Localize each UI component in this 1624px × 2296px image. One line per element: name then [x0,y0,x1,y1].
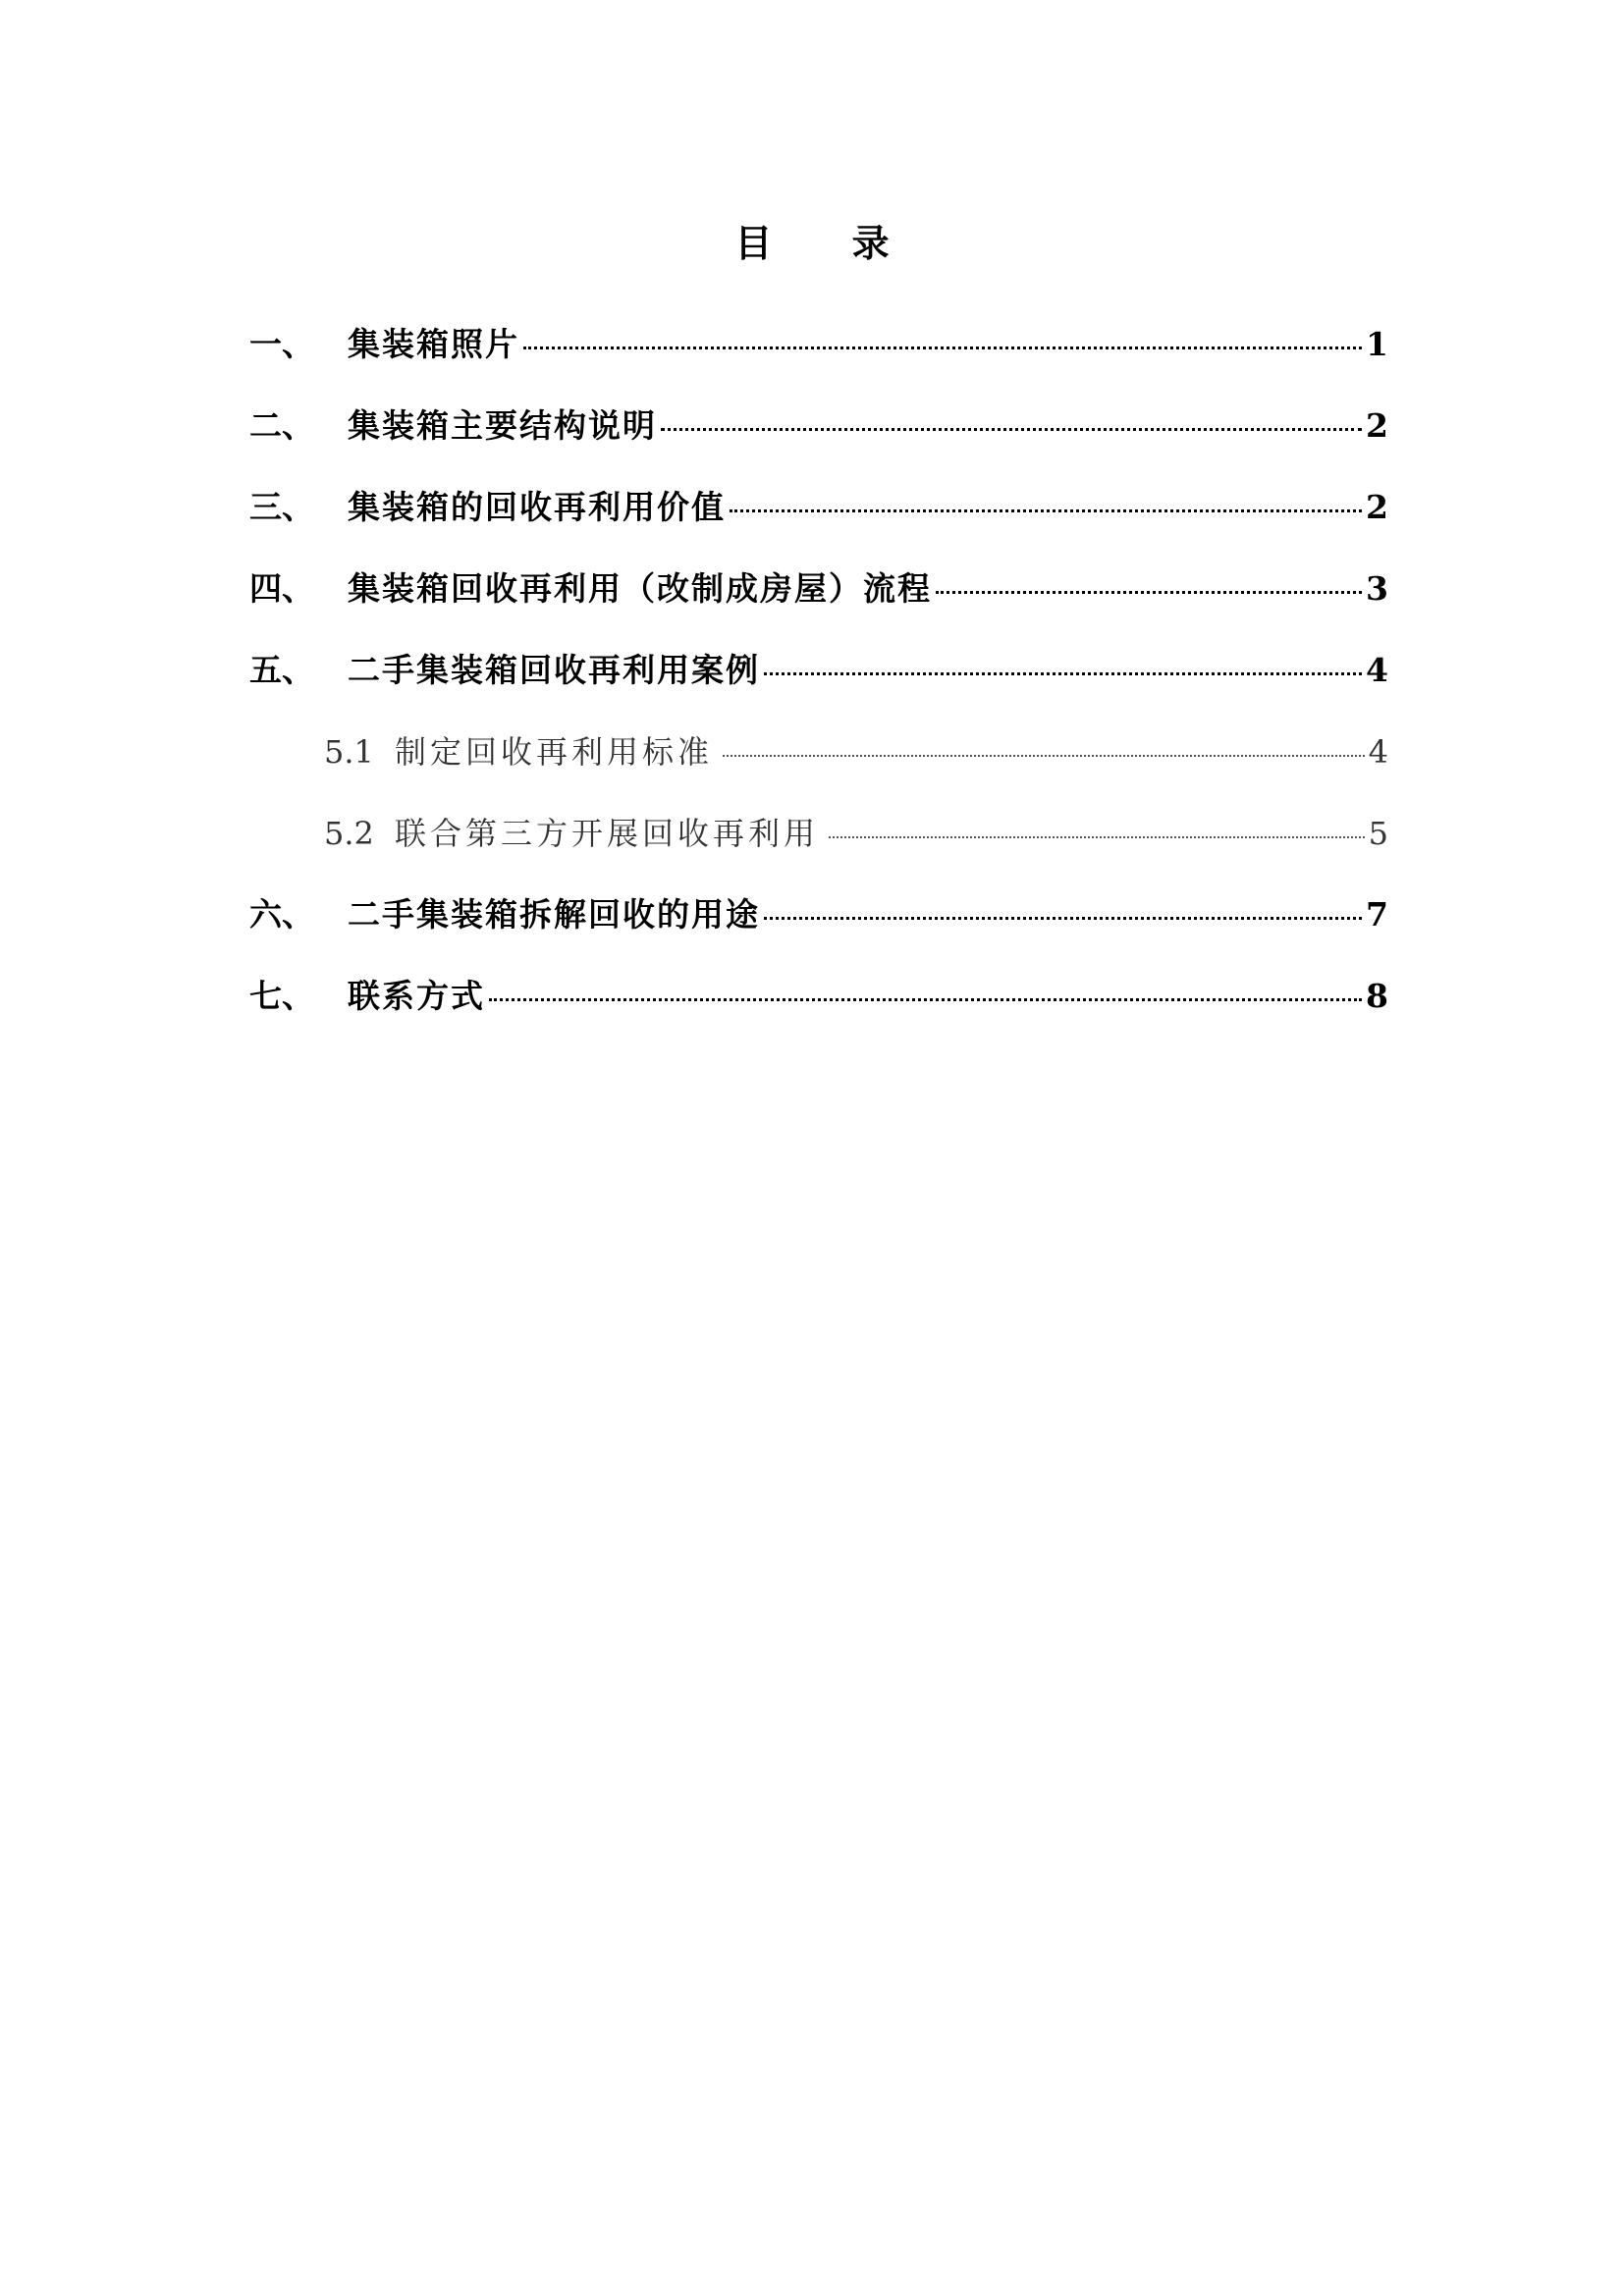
toc-entry-7[interactable] [249,958,1388,1040]
toc-entry-page: 1 [1366,325,1388,363]
toc-entry-title: 二手集装箱拆解回收的用途 [348,895,760,934]
dot-leader [936,591,1362,594]
toc-entry-number: 四、 [249,569,314,608]
toc-entry-page: 5 [1368,815,1388,852]
toc-entry-page: 4 [1368,733,1388,771]
toc-entry-page: 2 [1366,488,1388,526]
toc-entry-title: 二手集装箱回收再利用案例 [348,651,760,689]
toc-entry-title: 集装箱主要结构说明 [348,406,657,445]
toc-entry-1[interactable] [249,306,1388,388]
toc-entry-number: 一、 [249,325,314,363]
toc-entry-2[interactable] [249,388,1388,469]
toc-entry-3[interactable] [249,469,1388,551]
toc-entry-page: 8 [1366,977,1388,1015]
toc-title: 目 录 [734,221,923,265]
toc-subentry-5-1[interactable] [249,714,1388,795]
toc-entry-number: 5.2 [324,815,374,852]
dot-leader [523,347,1362,349]
toc-entry-title: 集装箱回收再利用（改制成房屋）流程 [348,569,932,608]
toc-entry-5[interactable] [249,632,1388,714]
toc-entry-number: 六、 [249,895,314,934]
toc-entry-6[interactable] [249,877,1388,958]
toc-entry-page: 3 [1366,569,1388,608]
toc-entry-title: 制定回收再利用标准 [395,733,714,771]
toc-subentry-5-2[interactable] [249,795,1388,877]
toc-entry-number: 三、 [249,488,314,526]
toc-entry-title: 联合第三方开展回收再利用 [395,815,820,852]
toc-entry-title: 集装箱照片 [348,325,519,363]
dot-leader [730,509,1362,512]
toc-entry-page: 4 [1366,651,1388,689]
toc-entry-page: 2 [1366,406,1388,445]
dot-leader [764,672,1362,675]
toc-list [249,306,1388,1040]
toc-entry-4[interactable] [249,551,1388,632]
toc-entry-number: 二、 [249,406,314,445]
toc-entry-title: 集装箱的回收再利用价值 [348,488,726,526]
toc-entry-number: 五、 [249,651,314,689]
dot-leader [489,998,1362,1001]
dot-leader [661,428,1362,431]
toc-entry-page: 7 [1366,895,1388,934]
dot-leader [829,836,1365,838]
toc-entry-title: 联系方式 [348,977,485,1015]
toc-entry-number: 七、 [249,977,314,1015]
dot-leader [764,917,1362,920]
toc-entry-number: 5.1 [324,733,374,771]
dot-leader [723,755,1365,757]
